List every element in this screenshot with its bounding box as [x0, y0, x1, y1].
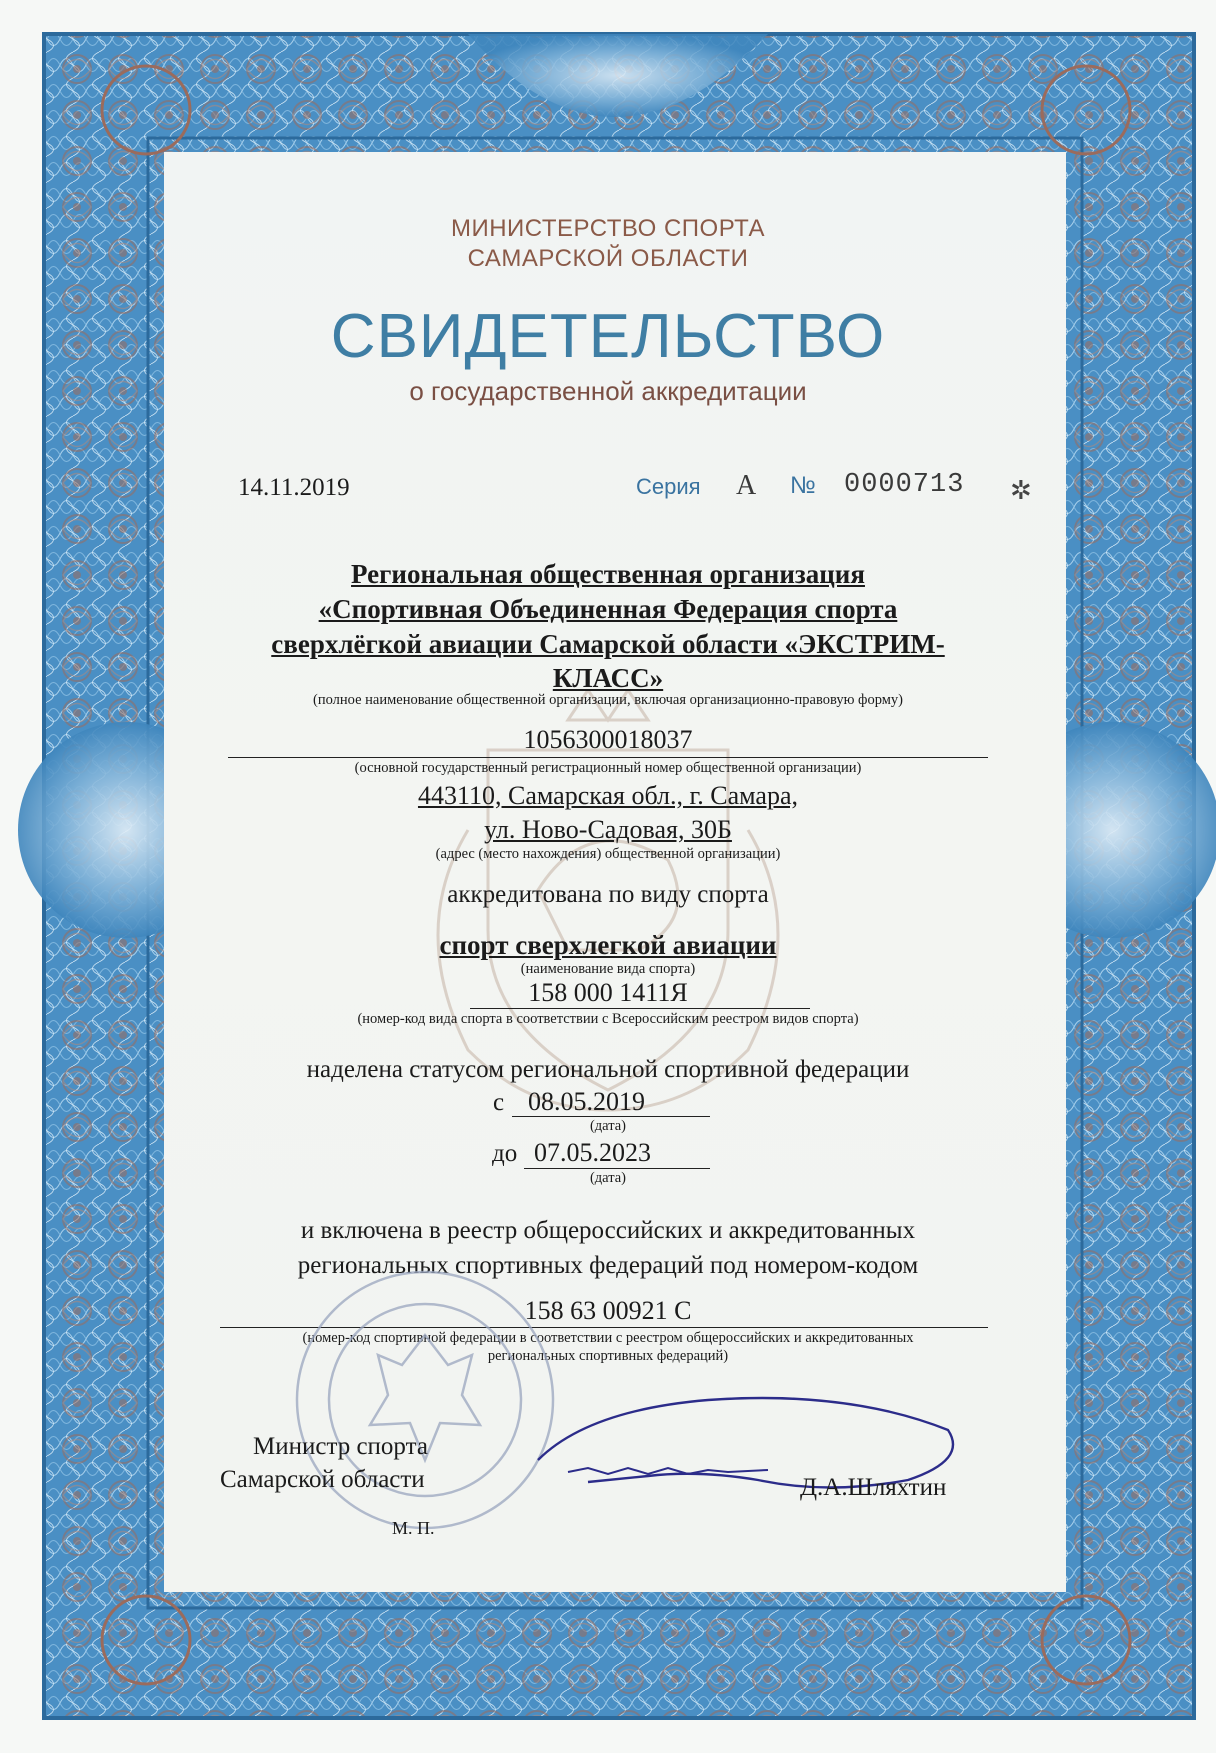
address-caption: (адрес (место нахождения) общественной организации)	[435, 846, 781, 862]
ogrn-underline	[228, 757, 988, 758]
signer-title-line2: Самарской области	[220, 1466, 425, 1493]
org-name-line4: КЛАСС»	[552, 663, 664, 693]
signer-name: Д.А.Шляхтин	[800, 1474, 947, 1501]
org-name-line1: Региональная общественная организация	[351, 559, 865, 589]
series-value: А	[736, 470, 757, 501]
seal-place-mark: М. П.	[392, 1518, 435, 1538]
series-label: Серия	[636, 474, 701, 499]
sport-code-underline	[470, 1008, 810, 1009]
address-line1: 443110, Самарская обл., г. Самара,	[417, 781, 799, 810]
ogrn-value: 1056300018037	[523, 725, 693, 754]
sport-code-caption: (номер-код вида спорта в соответствии с Всероссийским реестром видов спорта)	[357, 1011, 859, 1027]
certificate-number: 0000713	[844, 470, 965, 500]
ministry-name-line2: САМАРСКОЙ ОБЛАСТИ	[467, 245, 749, 272]
registry-caption-line1: (номер-код спортивной федерации в соответствии с реестром общероссийских и аккредитованных	[302, 1330, 914, 1346]
registry-caption-line2: региональных спортивных федераций)	[487, 1348, 729, 1364]
star-mark-icon: ✲	[1010, 476, 1032, 505]
from-label: с	[493, 1089, 505, 1116]
registry-code: 158 63 00921 С	[524, 1296, 692, 1325]
number-sign: №	[790, 472, 816, 499]
sport-name-caption: (наименование вида спорта)	[520, 961, 696, 977]
registry-text-line2: региональных спортивных федераций под номером-кодом	[297, 1252, 919, 1279]
signer-title-line1: Министр спорта	[253, 1433, 428, 1460]
address-line2: ул. Ново-Садовая, 30Б	[484, 815, 732, 844]
sport-code: 158 000 1411Я	[528, 978, 688, 1007]
issue-date: 14.11.2019	[238, 474, 350, 501]
to-date-caption: (дата)	[589, 1170, 627, 1186]
registry-text-line1: и включена в реестр общероссийских и аккредитованных	[300, 1217, 916, 1244]
to-date-underline	[524, 1168, 710, 1169]
document-title: СВИДЕТЕЛЬСТВО	[330, 302, 886, 371]
org-name-caption: (полное наименование общественной организации, включая организационно-правовую форму)	[313, 692, 903, 708]
document-subtitle: о государственной аккредитации	[409, 376, 807, 406]
from-date: 08.05.2019	[528, 1087, 645, 1116]
to-date: 07.05.2023	[534, 1138, 651, 1167]
from-date-caption: (дата)	[589, 1118, 627, 1134]
ministry-name-line1: МИНИСТЕРСТВО СПОРТА	[450, 215, 766, 242]
org-name-line2: «Спортивная Объединенная Федерация спорта	[318, 594, 898, 624]
sport-name: спорт сверхлегкой авиации	[439, 930, 777, 960]
status-text: наделена статусом региональной спортивной федерации	[306, 1056, 910, 1083]
accreditation-intro: аккредитована по виду спорта	[447, 881, 769, 908]
ogrn-caption: (основной государственный регистрационный номер общественной организации)	[354, 760, 862, 776]
org-name-line3: сверхлёгкой авиации Самарской области «ЭКСТРИМ-	[271, 629, 945, 659]
to-label: до	[492, 1140, 518, 1167]
